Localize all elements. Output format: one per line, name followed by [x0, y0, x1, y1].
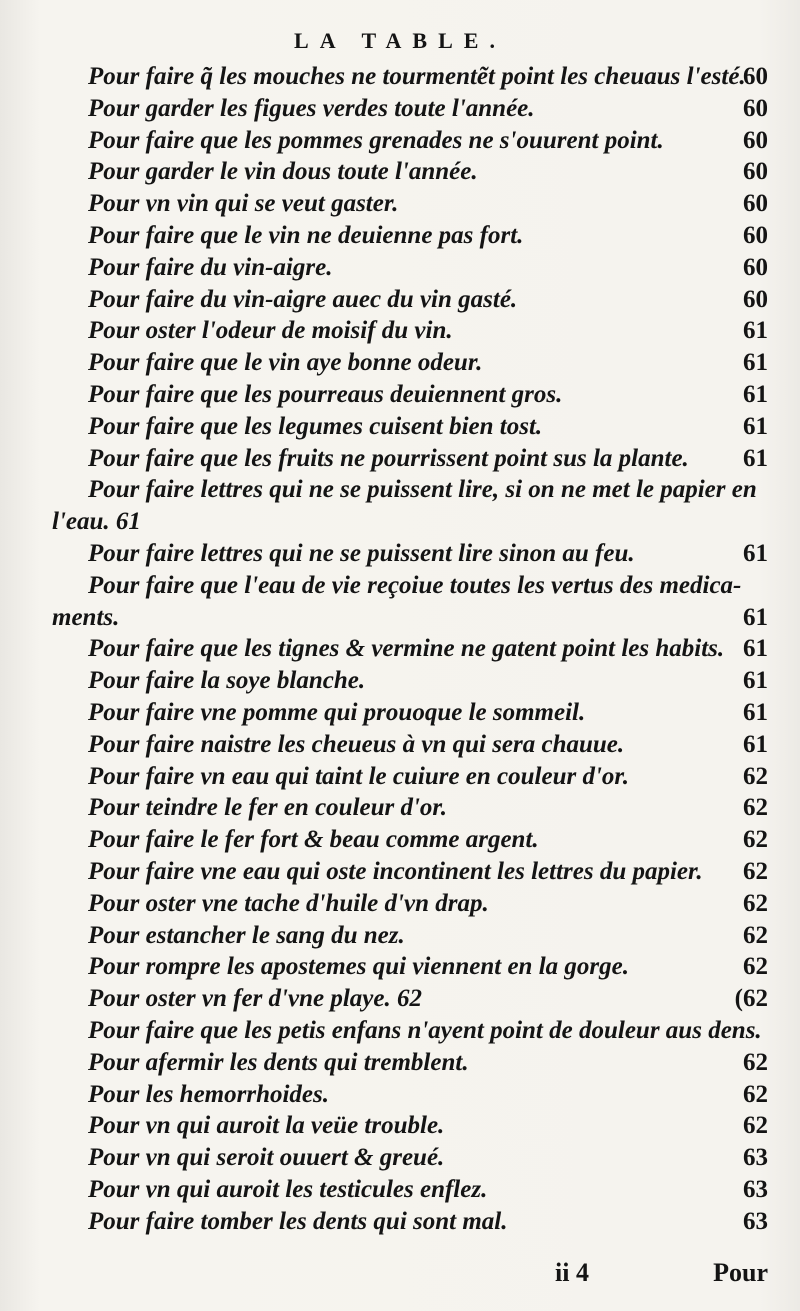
entry-text: Pour faire que les legumes cuisent bien tost.	[88, 412, 543, 440]
entry-page-number: 62	[743, 1080, 768, 1108]
entry-page-number: 60	[743, 63, 768, 90]
entry-text: Pour faire que les fruits ne pourrissent point sus la plante.	[88, 444, 689, 472]
entry-line	[88, 855, 768, 889]
entry-line	[88, 346, 768, 380]
entry-text: Pour faire vne eau qui oste incontinent les lettres du papier.	[88, 858, 703, 885]
entry-text: Pour garder le vin dous toute l'année.	[88, 158, 478, 186]
entry-page-number: 62	[743, 1112, 768, 1140]
entry-page-number: 61	[743, 444, 768, 472]
entry-line	[88, 950, 768, 984]
entry-text: Pour faire naistre les cheueus à vn qui sera chauue.	[88, 730, 625, 758]
entry-page-number: 60	[743, 285, 768, 313]
entry-text: Pour faire du vin-aigre auec du vin gasté.	[88, 285, 518, 313]
entry-page-number: 61	[743, 317, 768, 345]
entry-line	[88, 92, 768, 126]
entry-page-number: 60	[743, 158, 768, 186]
entry-text: Pour faire que les pommes grenades ne s'ouurent point.	[88, 126, 664, 154]
entry-line	[88, 283, 768, 317]
catchword: Pour	[713, 1258, 768, 1287]
entry-line	[88, 1173, 768, 1207]
entry-page-number: 62	[743, 953, 768, 981]
entry-text: Pour faire du vin-aigre.	[88, 253, 333, 281]
entry-page-number: 61	[743, 412, 768, 440]
entry-line	[88, 537, 768, 571]
entry-text: Pour faire que l'eau de vie reçoiue toutes les vertus des medica-	[88, 571, 742, 599]
entry-text: Pour faire vne pomme qui prouoque le sommeil.	[88, 699, 586, 726]
entry-page-number: 60	[743, 94, 768, 122]
entry-line	[88, 887, 768, 921]
entry-text: Pour vn qui auroit les testicules enflez.	[88, 1176, 488, 1203]
entry-text: Pour faire que les tignes & vermine ne gatent point les habits.	[88, 635, 725, 663]
entry-page-number: 62	[743, 826, 768, 854]
entry-line	[88, 124, 768, 158]
entry-line	[88, 1205, 768, 1239]
entry-text: Pour teindre le fer en couleur d'or.	[88, 794, 448, 822]
entry-text: Pour vn qui auroit la veüe trouble.	[88, 1112, 445, 1140]
entry-line	[88, 760, 768, 794]
entry-line	[88, 696, 768, 730]
entry-line	[88, 219, 768, 253]
entry-text: Pour faire q̃ les mouches ne tourmentẽt point les cheuaus l'esté.	[88, 63, 746, 90]
entry-text: Pour rompre les apostemes qui viennent en la gorge.	[88, 953, 629, 981]
entry-text: Pour faire que le vin ne deuienne pas fort.	[88, 222, 524, 249]
entry-text: l'eau. 61	[52, 508, 141, 536]
entry-text: Pour estancher le sang du nez.	[88, 921, 405, 949]
entry-line	[88, 442, 768, 476]
entry-text: Pour faire le fer fort & beau comme argent.	[88, 826, 539, 854]
entry-line	[88, 1078, 768, 1112]
entry-line	[88, 664, 768, 698]
entry-page-number: 61	[743, 381, 768, 408]
entry-text: Pour faire la soye blanche.	[88, 667, 366, 695]
entry-line	[88, 378, 768, 412]
entry-line	[88, 919, 768, 953]
entry-text: Pour vn vin qui se veut gaster.	[88, 190, 399, 218]
entry-text: Pour faire tomber les dents qui sont mal.	[88, 1207, 508, 1235]
entry-page-number: 61	[743, 349, 768, 377]
entry-page-number: 61	[743, 667, 768, 695]
entry-page-number: 61	[743, 699, 768, 726]
entry-page-number: 63	[743, 1144, 768, 1172]
signature-mark: ii 4	[555, 1258, 589, 1287]
entry-page-number: (62	[734, 985, 768, 1013]
entry-text: Pour afermir les dents qui tremblent.	[88, 1048, 469, 1076]
entry-line	[88, 791, 768, 825]
entry-page-number: 61	[743, 540, 768, 567]
entry-line	[52, 601, 768, 635]
entry-page-number: 62	[743, 762, 768, 790]
entry-page-number: 63	[743, 1207, 768, 1235]
entry-line	[88, 632, 768, 666]
entry-line	[88, 823, 768, 857]
entry-line	[88, 569, 768, 603]
entry-line	[88, 314, 768, 348]
entry-text: Pour faire lettres qui ne se puissent lire sinon au feu.	[88, 540, 635, 567]
entry-line	[52, 505, 768, 539]
entry-text: Pour faire lettres qui ne se puissent lire, si on ne met le papier en	[88, 476, 757, 504]
entry-page-number: 60	[743, 126, 768, 154]
entry-page-number: 61	[743, 603, 768, 631]
entry-text: Pour garder les figues verdes toute l'année.	[88, 94, 535, 122]
entry-text: Pour faire que le vin aye bonne odeur.	[88, 349, 483, 377]
entry-page-number: 61	[743, 730, 768, 758]
entry-text: Pour oster vn fer d'vne playe. 62	[88, 985, 422, 1013]
entry-line	[88, 982, 768, 1016]
entry-page-number: 62	[743, 1048, 768, 1076]
entry-text: Pour les hemorrhoides.	[88, 1080, 330, 1108]
entry-line	[88, 410, 768, 444]
entry-text: Pour vn qui seroit ouuert & greué.	[88, 1144, 445, 1172]
entry-line	[88, 1109, 768, 1143]
entry-line	[88, 473, 768, 507]
entry-page-number: 60	[743, 222, 768, 249]
entry-page-number: 62	[743, 858, 768, 885]
entry-page-number: 60	[743, 190, 768, 218]
entry-page-number: 62	[743, 921, 768, 949]
entry-line	[88, 60, 768, 94]
entry-text: Pour faire que les petis enfans n'ayent point de douleur aus dens.	[88, 1017, 762, 1044]
entry-page-number: 60	[743, 253, 768, 281]
entry-page-number: 62	[743, 889, 768, 917]
entry-line	[88, 187, 768, 221]
entry-page-number: 62	[743, 794, 768, 822]
entry-text: Pour oster vne tache d'huile d'vn drap.	[88, 889, 489, 917]
entry-page-number: 61	[743, 635, 768, 663]
entry-line	[88, 155, 768, 189]
entry-line	[88, 251, 768, 285]
entry-line	[88, 1141, 768, 1175]
entry-text: Pour faire que les pourreaus deuiennent gros.	[88, 381, 563, 408]
entry-page-number: 63	[743, 1176, 768, 1203]
entry-text: Pour faire vn eau qui taint le cuiure en couleur d'or.	[88, 762, 630, 790]
entry-line	[88, 1014, 768, 1048]
entry-line	[88, 1046, 768, 1080]
entry-text: ments.	[52, 603, 120, 631]
entry-text: Pour oster l'odeur de moisif du vin.	[88, 317, 453, 345]
page-header: LA TABLE.	[294, 28, 506, 53]
entry-line	[88, 728, 768, 762]
